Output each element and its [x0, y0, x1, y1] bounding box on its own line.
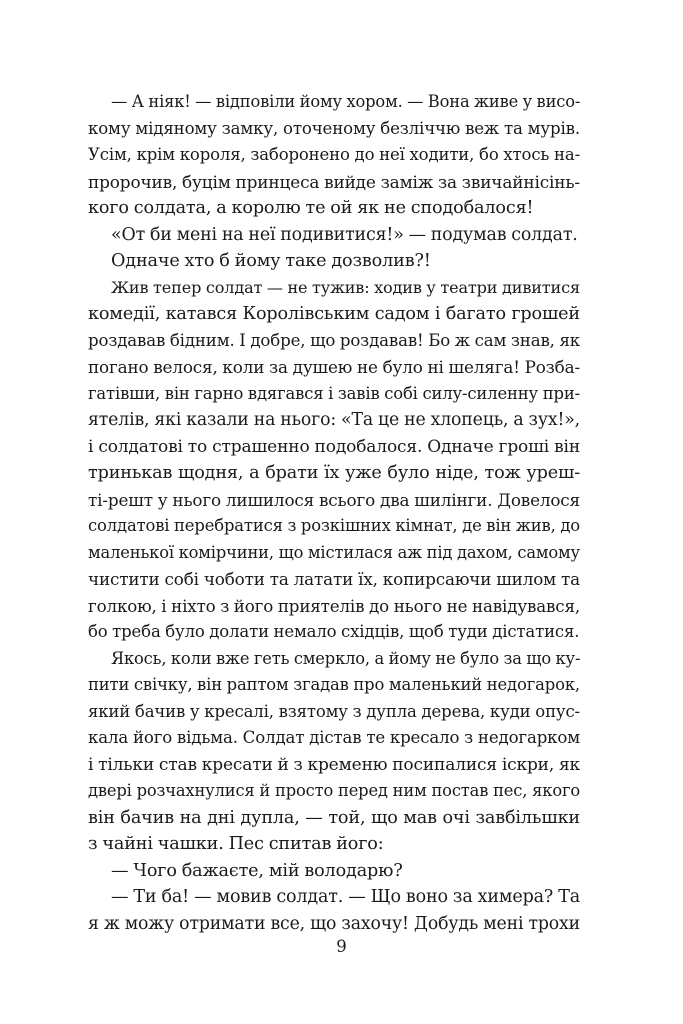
text-line: солдатові перебратися з розкішних кімнат, де він жив, до	[88, 516, 580, 535]
text-line: ті-решт у нього лишилося всього два шилінги. Довелося	[88, 489, 580, 510]
text-line: він бачив на дні дупла, — той, що мав очі завбільшки	[88, 807, 580, 828]
text-line: голкою, і ніхто з його приятелів до нього не навідувався,	[88, 595, 581, 616]
text-line: Усім, крім короля, заборонено до неї ходити, бо хтось на-	[88, 145, 580, 164]
text-line: бо треба було долати немало східців, щоб туди дістатися.	[88, 622, 580, 641]
text-line: пророчив, буцім принцеса вийде заміж за звичайнісінь-	[88, 171, 580, 192]
text-line: кала його відьма. Солдат дістав те кресало з недогарком	[88, 728, 580, 747]
text-line: роздавав бідним. І добре, що роздавав! Бо ж сам знав, як	[88, 330, 580, 350]
text-line: Жив тепер солдат — не тужив: ходив у театри дивитися	[111, 277, 580, 297]
text-line: тринькав щодня, а брати їх уже було ніде, тож уреш-	[88, 463, 580, 483]
text-line: і солдатові то страшенно подобалося. Одначе гроші він	[88, 436, 580, 457]
text-line: двері розчахнулися й просто перед ним постав пес, якого	[88, 781, 580, 800]
text-line: я ж можу отримати все, що захочу! Добудь мені трохи	[88, 913, 580, 934]
text-line: маленької комірчини, що містилася аж під дахом, самому	[88, 542, 580, 562]
text-line: з чайні чашки. Пес спитав його:	[88, 834, 384, 854]
page-text-body	[88, 89, 580, 937]
text-line: — Ти ба! — мовив солдат. — Що воно за химера? Та	[111, 887, 580, 907]
text-line: чистити собі чоботи та латати їх, копирсаючи шилом та	[88, 569, 580, 589]
text-line: Якось, коли вже геть смеркло, а йому не було за що ку-	[111, 648, 581, 668]
text-line: і тільки став кресати й з кременю посипалися іскри, як	[88, 754, 580, 775]
text-line: який бачив у кресалі, взятому з дупла дерева, куди опус-	[88, 701, 580, 721]
text-line: ятелів, які казали на нього: «Та це не хлопець, а зух!»,	[88, 410, 580, 430]
text-line: гатівши, він гарно вдягався і завів собі силу-силенну при-	[88, 383, 580, 403]
text-line: Одначе хто б йому таке дозволив?!	[111, 251, 431, 271]
page-number: 9	[336, 937, 347, 956]
text-line: «От би мені на неї подивитися!» — подумав солдат.	[111, 224, 578, 245]
text-line: погано велося, коли за душею не було ні шеляга! Розба-	[88, 357, 580, 377]
text-line: — Чого бажаєте, мій володарю?	[111, 860, 403, 881]
text-line: кому мідяному замку, оточеному безліччю веж та мурів.	[88, 118, 580, 138]
text-line: — А ніяк! — відповіли йому хором. — Вона живе у висо-	[111, 92, 581, 111]
text-line: кого солдата, а королю те ой як не сподобалося!	[88, 198, 534, 218]
text-line: комедії, катався Королівським садом і багато грошей	[88, 304, 580, 324]
text-line: пити свічку, він раптом згадав про маленький недогарок,	[88, 675, 580, 694]
